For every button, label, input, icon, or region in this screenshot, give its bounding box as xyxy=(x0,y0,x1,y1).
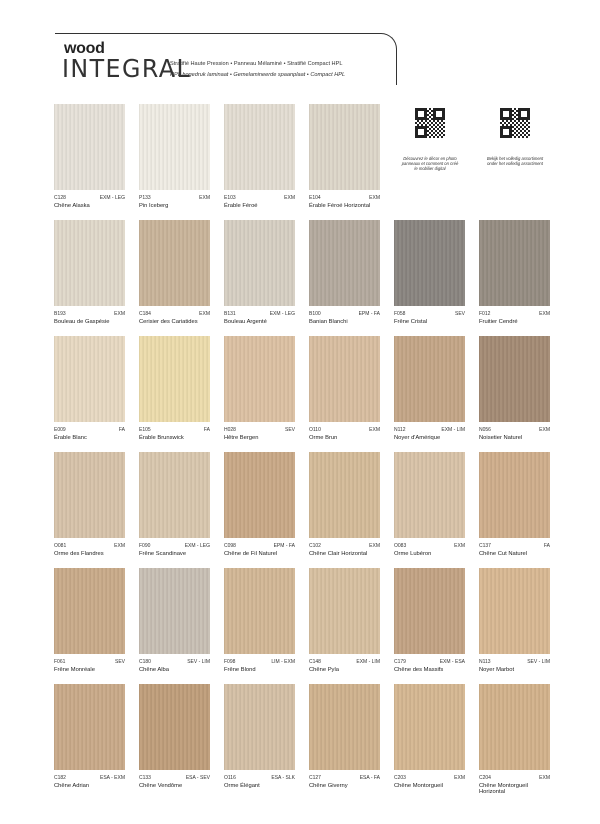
decor-tags: SEV xyxy=(454,311,465,317)
wood-grain-texture xyxy=(224,568,295,654)
decor-swatch xyxy=(224,104,295,190)
decor-tags: EXM xyxy=(539,311,550,317)
decor-name: Orme des Flandres xyxy=(54,551,104,557)
wood-grain-texture xyxy=(54,220,125,306)
wood-grain-texture xyxy=(224,336,295,422)
decor-code: C137 xyxy=(479,543,491,549)
decor-code: C102 xyxy=(309,543,321,549)
wood-grain-texture xyxy=(309,104,380,190)
decor-swatch xyxy=(224,336,295,422)
qr-code-icon[interactable] xyxy=(500,108,530,138)
decor-tags: EPM - FA xyxy=(273,543,295,549)
decor-name: Orme Brun xyxy=(309,435,338,441)
decor-tags: ESA - EXM xyxy=(99,775,125,781)
decor-name: Noyer d'Amérique xyxy=(394,435,441,441)
decor-code: F090 xyxy=(139,543,151,549)
decor-tags: EXM xyxy=(284,195,295,201)
wood-grain-texture xyxy=(394,452,465,538)
wood-grain-texture xyxy=(224,220,295,306)
wood-grain-texture xyxy=(139,568,210,654)
decor-tile[interactable] xyxy=(309,220,380,336)
decor-tags: EXM xyxy=(539,775,550,781)
decor-tags: EXM xyxy=(454,543,465,549)
decor-tags: EXM xyxy=(199,195,210,201)
decor-code: O116 xyxy=(224,775,236,781)
decor-swatch xyxy=(309,568,380,654)
decor-code: C180 xyxy=(139,659,151,665)
decor-swatch xyxy=(224,452,295,538)
decor-swatch xyxy=(54,220,125,306)
decor-tile[interactable] xyxy=(394,684,465,800)
decor-swatch xyxy=(309,452,380,538)
decor-tags: ESA - SEV xyxy=(185,775,210,781)
decor-tile[interactable] xyxy=(224,452,295,568)
wood-grain-texture xyxy=(394,220,465,306)
decor-code: N112 xyxy=(394,427,406,433)
decor-tags: EXM - LIM xyxy=(441,427,465,433)
decor-name: Bouleau Argenté xyxy=(224,319,267,325)
decor-tile[interactable] xyxy=(309,452,380,568)
decor-tags: SEV - LIM xyxy=(187,659,210,665)
decor-code: C127 xyxy=(309,775,321,781)
decor-meta xyxy=(394,427,465,435)
decor-code: N056 xyxy=(479,427,491,433)
decor-swatch xyxy=(479,220,550,306)
decor-code: B100 xyxy=(309,311,321,317)
catalog-header xyxy=(55,33,397,85)
wood-grain-texture xyxy=(224,104,295,190)
decor-meta xyxy=(224,427,295,435)
decor-tile[interactable] xyxy=(309,684,380,800)
wood-grain-texture xyxy=(479,336,550,422)
decor-tags: EXM xyxy=(199,311,210,317)
decor-name: Chêne Montorgueil Horizontal xyxy=(479,783,528,796)
decor-tile[interactable] xyxy=(54,568,125,684)
decor-tile[interactable] xyxy=(139,336,210,452)
decor-tags: EXM - LEG xyxy=(269,311,295,317)
decor-swatch xyxy=(224,684,295,770)
decor-tile[interactable] xyxy=(54,336,125,452)
decor-name: Chêne Alaska xyxy=(54,203,90,209)
decor-code: P133 xyxy=(139,195,151,201)
decor-name: Frêne Cristal xyxy=(394,319,428,325)
decor-swatch xyxy=(54,684,125,770)
qr-caption: Bekijk het volledig assortiment onder het volledig assortiment xyxy=(486,156,544,166)
decor-meta xyxy=(309,427,380,435)
decor-tile[interactable] xyxy=(309,568,380,684)
wood-grain-texture xyxy=(479,220,550,306)
decor-meta xyxy=(309,775,380,783)
decor-meta xyxy=(309,543,380,551)
decor-code: E105 xyxy=(139,427,151,433)
decor-tags: EXM xyxy=(114,311,125,317)
decor-name: Chêne des Massifs xyxy=(394,667,444,673)
decor-meta xyxy=(139,775,210,783)
decor-code: C179 xyxy=(394,659,406,665)
decor-name: Orme Lubéron xyxy=(394,551,432,557)
decor-code: E104 xyxy=(309,195,321,201)
tagline-nl: HPL hogedruk laminaat • Gemelamineerde spaanplaat • Compact HPL xyxy=(170,72,346,78)
decor-tile[interactable] xyxy=(139,104,210,220)
wood-grain-texture xyxy=(309,684,380,770)
wood-grain-texture xyxy=(479,684,550,770)
decor-tile[interactable] xyxy=(394,220,465,336)
decor-swatch xyxy=(139,104,210,190)
decor-tile[interactable] xyxy=(224,104,295,220)
decor-tile[interactable] xyxy=(54,220,125,336)
wood-grain-texture xyxy=(309,336,380,422)
decor-tags: EXM xyxy=(369,427,380,433)
decor-tags: EXM - ESA xyxy=(439,659,465,665)
decor-meta xyxy=(139,311,210,319)
decor-code: F061 xyxy=(54,659,66,665)
decor-name: Érable Féroé xyxy=(224,203,258,209)
decor-tile[interactable] xyxy=(139,220,210,336)
decor-swatch xyxy=(479,336,550,422)
decor-swatch xyxy=(139,220,210,306)
decor-meta xyxy=(224,775,295,783)
decor-meta xyxy=(224,195,295,203)
decor-code: O110 xyxy=(309,427,321,433)
decor-meta xyxy=(54,659,125,667)
decor-name: Chêne Clair Horizontal xyxy=(309,551,368,557)
decor-swatch xyxy=(224,220,295,306)
decor-tags: ESA - FA xyxy=(359,775,380,781)
decor-tile[interactable] xyxy=(224,684,295,800)
decor-tile[interactable] xyxy=(54,104,125,220)
decor-code: C184 xyxy=(139,311,151,317)
decor-swatch xyxy=(54,104,125,190)
decor-name: Banian Blanchi xyxy=(309,319,348,325)
decor-meta xyxy=(139,543,210,551)
decor-tile[interactable] xyxy=(224,568,295,684)
decor-tags: EPM - FA xyxy=(358,311,380,317)
decor-swatch xyxy=(139,452,210,538)
wood-grain-texture xyxy=(479,568,550,654)
decor-meta xyxy=(479,543,550,551)
decor-tags: LIM - EXM xyxy=(271,659,295,665)
decor-name: Chêne Pyla xyxy=(309,667,339,673)
decor-meta xyxy=(54,311,125,319)
decor-name: Érable Blanc xyxy=(54,435,87,441)
decor-code: C098 xyxy=(224,543,236,549)
decor-name: Érable Brunswick xyxy=(139,435,184,441)
decor-code: C203 xyxy=(394,775,406,781)
decor-code: B193 xyxy=(54,311,66,317)
decor-tags: EXM xyxy=(539,427,550,433)
decor-name: Chêne Adrian xyxy=(54,783,90,789)
brand-integral: INTEGRAL xyxy=(62,54,192,83)
decor-meta xyxy=(54,427,125,435)
decor-tile[interactable] xyxy=(309,336,380,452)
decor-swatch xyxy=(54,452,125,538)
wood-grain-texture xyxy=(394,684,465,770)
decor-tags: EXM - LIM xyxy=(356,659,380,665)
decor-code: B131 xyxy=(224,311,236,317)
wood-grain-texture xyxy=(139,104,210,190)
decor-name: Frêne Blond xyxy=(224,667,256,673)
decor-meta xyxy=(309,311,380,319)
decor-swatch xyxy=(139,568,210,654)
decor-tags: SEV - LIM xyxy=(527,659,550,665)
decor-tags: EXM xyxy=(369,195,380,201)
decor-swatch xyxy=(54,336,125,422)
decor-tile[interactable] xyxy=(394,568,465,684)
decor-name: Érable Féroé Horizontal xyxy=(309,203,371,209)
qr-tile[interactable] xyxy=(479,104,550,220)
decor-meta xyxy=(54,543,125,551)
decor-tile[interactable] xyxy=(54,452,125,568)
decor-meta xyxy=(54,775,125,783)
decor-tags: FA xyxy=(543,543,550,549)
decor-swatch xyxy=(139,336,210,422)
decor-code: E103 xyxy=(224,195,236,201)
decor-tile[interactable] xyxy=(479,568,550,684)
decor-name: Pin Iceberg xyxy=(139,203,169,209)
wood-grain-texture xyxy=(309,220,380,306)
brand-wood: wood xyxy=(64,40,105,57)
decor-swatch xyxy=(479,452,550,538)
wood-grain-texture xyxy=(224,684,295,770)
wood-grain-texture xyxy=(139,452,210,538)
wood-grain-texture xyxy=(309,452,380,538)
decor-name: Chêne de Fil Naturel xyxy=(224,551,278,557)
qr-caption: Découvrez le décor en photo panneaux et comment on créé le mobilier digital xyxy=(401,156,459,171)
decor-tile[interactable] xyxy=(394,452,465,568)
decor-name: Chêne Cut Naturel xyxy=(479,551,528,557)
wood-grain-texture xyxy=(54,336,125,422)
decor-name: Hêtre Bergen xyxy=(224,435,259,441)
wood-grain-texture xyxy=(224,452,295,538)
decor-swatch xyxy=(394,336,465,422)
decor-meta xyxy=(139,195,210,203)
decor-swatch xyxy=(54,568,125,654)
wood-grain-texture xyxy=(139,684,210,770)
decor-name: Fruitier Cendré xyxy=(479,319,518,325)
decor-name: Orme Élégant xyxy=(224,783,260,789)
decor-tile[interactable] xyxy=(139,452,210,568)
decor-name: Chêne Giverny xyxy=(309,783,348,789)
decor-swatch xyxy=(224,568,295,654)
decor-meta xyxy=(54,195,125,203)
decor-meta xyxy=(394,659,465,667)
decor-tags: SEV xyxy=(114,659,125,665)
wood-grain-texture xyxy=(54,104,125,190)
wood-grain-texture xyxy=(479,452,550,538)
decor-code: H028 xyxy=(224,427,236,433)
wood-grain-texture xyxy=(139,336,210,422)
decor-code: C182 xyxy=(54,775,66,781)
decor-name: Chêne Alba xyxy=(139,667,169,673)
decor-meta xyxy=(479,659,550,667)
decor-swatch xyxy=(394,568,465,654)
decor-meta xyxy=(394,543,465,551)
decor-tags: FA xyxy=(118,427,125,433)
decor-tile[interactable] xyxy=(54,684,125,800)
decor-meta xyxy=(394,311,465,319)
decor-swatch xyxy=(394,220,465,306)
decor-name: Chêne Vendôme xyxy=(139,783,183,789)
wood-grain-texture xyxy=(394,568,465,654)
wood-grain-texture xyxy=(309,568,380,654)
decor-tags: FA xyxy=(203,427,210,433)
decor-swatch xyxy=(309,220,380,306)
qr-tile[interactable] xyxy=(394,104,465,220)
decor-meta xyxy=(479,775,550,783)
wood-grain-texture xyxy=(54,568,125,654)
decor-meta xyxy=(479,427,550,435)
decor-tags: EXM xyxy=(454,775,465,781)
decor-meta xyxy=(224,659,295,667)
decor-meta xyxy=(139,659,210,667)
decor-meta xyxy=(479,311,550,319)
decor-tile[interactable] xyxy=(479,336,550,452)
decor-tile[interactable] xyxy=(139,684,210,800)
tagline-fr: Stratifié Haute Pression • Panneau Mélaminé • Stratifié Compact HPL xyxy=(170,61,343,67)
decor-code: F058 xyxy=(394,311,406,317)
decor-meta xyxy=(394,775,465,783)
decor-code: F012 xyxy=(479,311,491,317)
decor-tags: EXM - LEG xyxy=(99,195,125,201)
decor-code: O081 xyxy=(54,543,67,549)
decor-meta xyxy=(224,311,295,319)
decor-meta xyxy=(139,427,210,435)
decor-swatch xyxy=(139,684,210,770)
decor-tile[interactable] xyxy=(394,336,465,452)
wood-grain-texture xyxy=(54,452,125,538)
decor-tile[interactable] xyxy=(139,568,210,684)
decor-tags: SEV xyxy=(284,427,295,433)
decor-code: C128 xyxy=(54,195,66,201)
decor-swatch xyxy=(309,336,380,422)
qr-code-icon[interactable] xyxy=(415,108,445,138)
decor-tile[interactable] xyxy=(479,684,550,800)
decor-tile[interactable] xyxy=(479,220,550,336)
decor-tags: ESA - SLK xyxy=(271,775,295,781)
decor-grid xyxy=(54,104,550,800)
decor-meta xyxy=(309,659,380,667)
decor-swatch xyxy=(394,452,465,538)
decor-tags: EXM xyxy=(114,543,125,549)
decor-code: O083 xyxy=(394,543,407,549)
decor-name: Chêne Montorgueil xyxy=(394,783,443,789)
decor-code: C148 xyxy=(309,659,321,665)
decor-tags: EXM - LEG xyxy=(184,543,210,549)
decor-swatch xyxy=(479,684,550,770)
decor-swatch xyxy=(309,684,380,770)
wood-grain-texture xyxy=(54,684,125,770)
decor-meta xyxy=(224,543,295,551)
decor-code: F098 xyxy=(224,659,236,665)
decor-name: Bouleau de Gaspésie xyxy=(54,319,110,325)
decor-tile[interactable] xyxy=(309,104,380,220)
decor-name: Noyer Marbot xyxy=(479,667,515,673)
decor-code: N113 xyxy=(479,659,491,665)
decor-name: Frêne Scandinave xyxy=(139,551,187,557)
decor-tile[interactable] xyxy=(224,220,295,336)
decor-tile[interactable] xyxy=(479,452,550,568)
decor-code: C204 xyxy=(479,775,491,781)
decor-code: E009 xyxy=(54,427,66,433)
wood-grain-texture xyxy=(394,336,465,422)
decor-name: Frêne Monréale xyxy=(54,667,95,673)
decor-swatch xyxy=(394,684,465,770)
decor-swatch xyxy=(309,104,380,190)
decor-tags: EXM xyxy=(369,543,380,549)
decor-tile[interactable] xyxy=(224,336,295,452)
decor-code: C133 xyxy=(139,775,151,781)
decor-meta xyxy=(309,195,380,203)
decor-swatch xyxy=(479,568,550,654)
decor-name: Noisetier Naturel xyxy=(479,435,523,441)
decor-name: Cerisier des Cariatides xyxy=(139,319,198,325)
wood-grain-texture xyxy=(139,220,210,306)
